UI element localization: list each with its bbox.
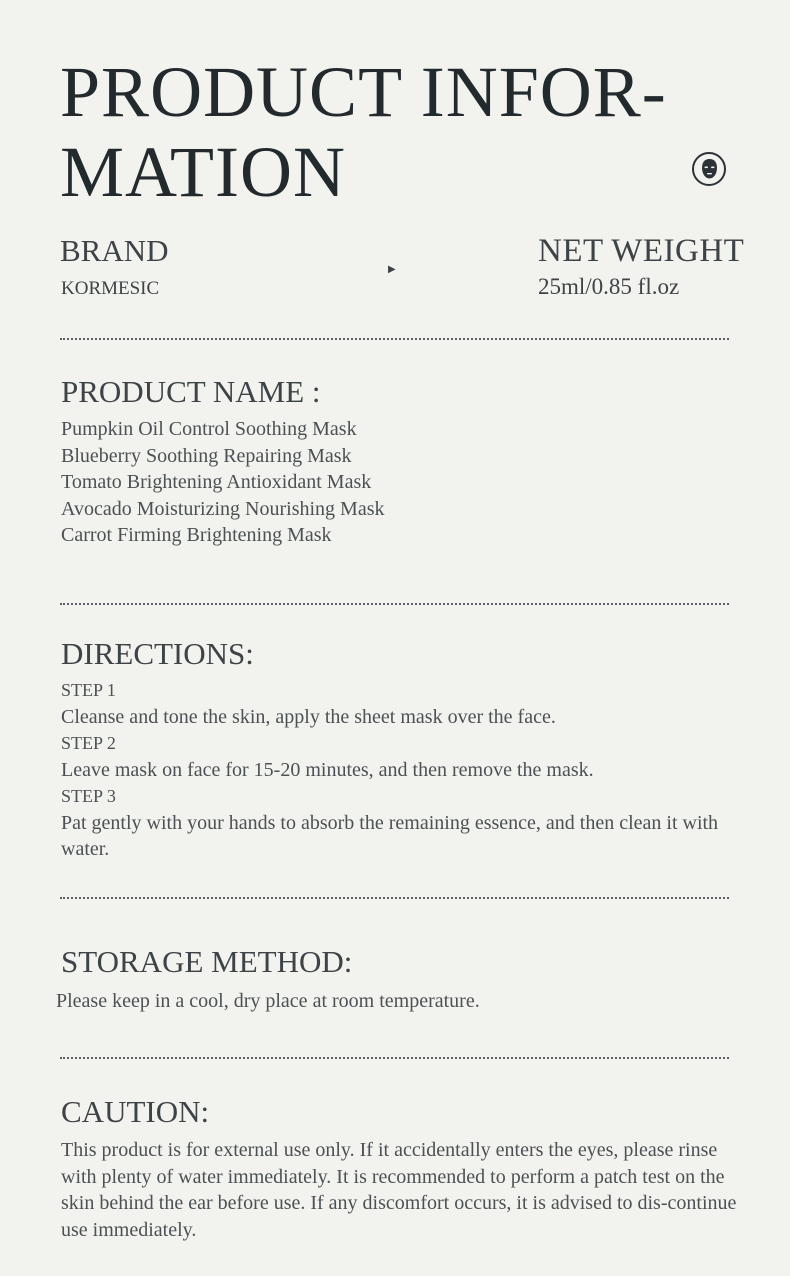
brand-label: BRAND — [60, 233, 169, 268]
caution-description: This product is for external use only. If it accidentally enters the eyes, please rinse with plenty of water immediately. It is recommended to perform a patch test on the skin behind the ear before use. If any discomfort occurs, it is advised to dis-continue use immediately. — [61, 1139, 737, 1241]
product-name-heading: PRODUCT NAME : — [61, 374, 321, 409]
list-item: Tomato Brightening Antioxidant Mask — [61, 471, 372, 493]
divider — [60, 1057, 729, 1059]
net-weight-value: 25ml/0.85 fl.oz — [538, 274, 680, 299]
caution-text — [61, 1137, 751, 1243]
play-arrow-icon: ▶ — [388, 264, 396, 275]
directions-heading: DIRECTIONS: — [61, 636, 254, 671]
page-title-line-2: MATION — [60, 132, 346, 212]
list-item: Carrot Firming Brightening Mask — [61, 524, 332, 546]
page-title — [60, 52, 667, 212]
directions-body — [61, 677, 751, 863]
step-text: Cleanse and tone the skin, apply the sheet mask over the face. — [61, 705, 556, 728]
product-name-list — [61, 416, 385, 549]
divider — [60, 338, 729, 340]
step-text: Pat gently with your hands to absorb the remaining essence, and then clean it with water. — [61, 811, 719, 860]
divider — [60, 603, 729, 605]
page-title-line-1: PRODUCT INFOR- — [60, 52, 667, 132]
storage-heading: STORAGE METHOD: — [61, 944, 353, 979]
face-mask-icon — [692, 152, 726, 186]
step-label: STEP 2 — [61, 733, 116, 753]
storage-text — [56, 988, 480, 1015]
divider — [60, 897, 729, 899]
brand-value: KORMESIC — [61, 278, 160, 299]
step-label: STEP 1 — [61, 680, 116, 700]
step-label: STEP 3 — [61, 786, 116, 806]
list-item: Blueberry Soothing Repairing Mask — [61, 444, 352, 467]
caution-heading: CAUTION: — [61, 1094, 210, 1129]
net-weight-label: NET WEIGHT — [538, 233, 745, 269]
list-item: Pumpkin Oil Control Soothing Mask — [61, 418, 357, 440]
storage-description: Please keep in a cool, dry place at room temperature. — [56, 990, 480, 1012]
list-item: Avocado Moisturizing Nourishing Mask — [61, 497, 385, 520]
step-text: Leave mask on face for 15-20 minutes, and then remove the mask. — [61, 758, 594, 781]
